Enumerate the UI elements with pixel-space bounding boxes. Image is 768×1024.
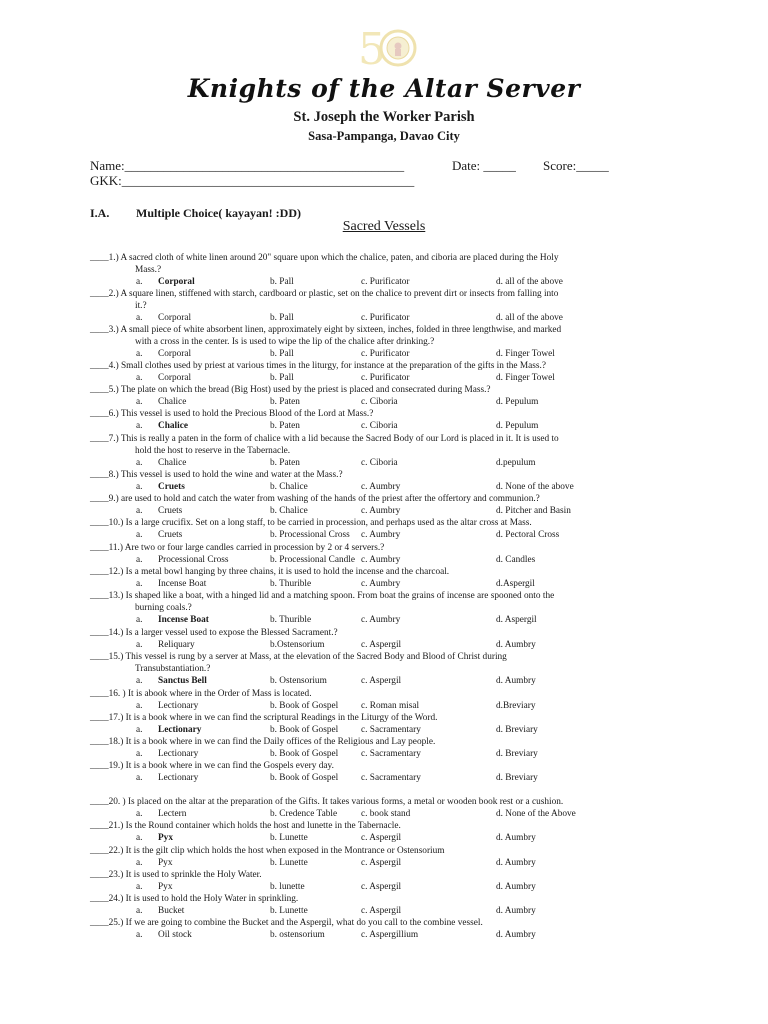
answer-option-c[interactable]: c. Ciboria xyxy=(361,397,398,407)
question-text xyxy=(90,590,675,614)
question-line: ____4.) Small clothes used by priest at various times in the liturgy, for instance at the preparation of the gifts in the Mass.? xyxy=(90,361,546,371)
answer-option-b[interactable]: b. Thurible xyxy=(270,579,312,589)
answer-option-d[interactable]: d. Aumbry xyxy=(496,676,536,686)
date-field: Date: _____ xyxy=(452,158,516,173)
answer-option-d[interactable]: d. Aspergil xyxy=(496,615,537,625)
question-line: ____12.) Is a metal bowl hanging by three chains, it is used to hold the incense and the charcoal. xyxy=(90,567,450,577)
option-letter-a: a. xyxy=(136,906,143,916)
answer-option-a[interactable]: Reliquary xyxy=(158,640,195,650)
answer-option-b[interactable]: b. Lunette xyxy=(270,906,308,916)
answer-option-c[interactable]: c. Roman misal xyxy=(361,701,420,711)
question-text xyxy=(90,736,675,748)
option-letter-a: a. xyxy=(136,277,143,287)
answer-option-d[interactable]: d. all of the above xyxy=(496,313,563,323)
question-line: ____3.) A small piece of white absorbent linen, approximately eight by sixteen, inches, folded in three lengthwise, and marked xyxy=(90,325,562,335)
answer-option-c[interactable]: c. Aspergil xyxy=(361,882,402,892)
answer-option-d[interactable]: d. Pepulum xyxy=(496,397,539,407)
question-text xyxy=(90,712,675,724)
answer-option-a[interactable]: Bucket xyxy=(158,906,185,916)
section-subtitle: Sacred Vessels xyxy=(342,219,426,234)
question-text xyxy=(90,252,675,276)
option-letter-a: a. xyxy=(136,458,143,468)
question-text xyxy=(90,566,675,578)
answer-option-b[interactable]: b. Chalice xyxy=(270,482,308,492)
option-letter-a: a. xyxy=(136,313,143,323)
question-text xyxy=(90,408,675,420)
question-text xyxy=(90,517,675,529)
answer-option-a[interactable]: Lectionary xyxy=(158,749,199,759)
answer-option-b[interactable]: b. ostensorium xyxy=(270,930,325,940)
option-letter-a: a. xyxy=(136,701,143,711)
answer-option-a[interactable]: Incense Boat xyxy=(158,615,209,625)
answer-option-b[interactable]: b. Pall xyxy=(270,373,294,383)
answer-option-d[interactable]: d. Finger Towel xyxy=(496,373,555,383)
question-line: ____20. ) Is placed on the altar at the preparation of the Gifts. It takes various forms, a metal or wooden book rest or a cushion. xyxy=(90,797,564,807)
answer-option-b[interactable]: b. Book of Gospel xyxy=(270,773,339,783)
answer-option-b[interactable]: b. Book of Gospel xyxy=(270,701,339,711)
answer-option-a[interactable]: Corporal xyxy=(158,373,192,383)
answer-option-c[interactable]: c. Aumbry xyxy=(361,506,401,516)
question-line: ____14.) Is a larger vessel used to expose the Blessed Sacrament.? xyxy=(90,628,338,638)
question-text xyxy=(90,845,675,857)
answer-option-a[interactable]: Pyx xyxy=(158,858,173,868)
answer-option-b[interactable]: b. Thurible xyxy=(270,615,312,625)
option-letter-a: a. xyxy=(136,640,143,650)
answer-option-d[interactable]: d.Breviary xyxy=(496,701,536,711)
answer-option-b[interactable]: b. Processional Cross xyxy=(270,530,350,540)
question-line: ____16. ) It is abook where in the Order of Mass is located. xyxy=(90,689,312,699)
page-title: Knights of the Altar Server xyxy=(187,74,581,103)
answer-option-d[interactable]: d. Aumbry xyxy=(496,833,536,843)
question-line-continued: with a cross in the center. Is is used to wipe the lip of the chalice after drinking.? xyxy=(135,337,435,347)
answer-option-a[interactable]: Cruets xyxy=(158,506,183,516)
answer-option-c[interactable]: c. Aumbry xyxy=(361,615,401,625)
option-letter-a: a. xyxy=(136,530,143,540)
answer-option-c[interactable]: c. Ciboria xyxy=(361,421,398,431)
answer-option-c[interactable]: c. Aspergil xyxy=(361,833,402,843)
answer-option-c[interactable]: c. Aspergillium xyxy=(361,930,419,940)
question-line: ____23.) It is used to sprinkle the Holy Water. xyxy=(90,870,262,880)
question-text xyxy=(90,493,675,505)
option-letter-a: a. xyxy=(136,506,143,516)
answer-option-b[interactable]: b. Processional Candle xyxy=(270,555,355,565)
question-text xyxy=(90,288,675,312)
answer-option-b[interactable]: b. Pall xyxy=(270,349,294,359)
question-line-continued: hold the host to reserve in the Tabernacle. xyxy=(135,446,291,456)
answer-option-b[interactable]: b. Paten xyxy=(270,458,300,468)
option-letter-a: a. xyxy=(136,579,143,589)
answer-option-b[interactable]: b. Ostensorium xyxy=(270,676,327,686)
answer-option-d[interactable]: d. Aumbry xyxy=(496,858,536,868)
question-line: ____25.) If we are going to combine the Bucket and the Aspergil, what do you call to the combine vessel. xyxy=(90,918,483,928)
question-text xyxy=(90,917,675,929)
answer-option-a[interactable]: Cruets xyxy=(158,530,183,540)
answer-option-a[interactable]: Lectern xyxy=(158,809,187,819)
answer-option-b[interactable]: b.Ostensorium xyxy=(270,640,325,650)
question-line: ____2.) A square linen, stiffened with starch, cardboard or plastic, set on the chalice to prevent dirt or insects from falling into xyxy=(90,289,559,299)
answer-option-b[interactable]: b. Book of Gospel xyxy=(270,749,339,759)
option-letter-a: a. xyxy=(136,882,143,892)
answer-option-a[interactable]: Lectionary xyxy=(158,701,199,711)
answer-option-d[interactable]: d. Breviary xyxy=(496,773,538,783)
question-line: ____10.) Is a large crucifix. Set on a long staff, to be carried in procession, and perhaps used as the altar cross at Mass. xyxy=(90,518,532,528)
answer-option-a[interactable]: Corporal xyxy=(158,313,192,323)
answer-option-c[interactable]: c. Purificator xyxy=(361,313,410,323)
option-letter-a: a. xyxy=(136,421,143,431)
section-number: I.A. xyxy=(90,206,110,220)
answer-option-c[interactable]: c. book stand xyxy=(361,809,411,819)
answer-option-c[interactable]: c. Purificator xyxy=(361,373,410,383)
option-letter-a: a. xyxy=(136,373,143,383)
question-text xyxy=(90,360,675,372)
question-line-continued: Mass.? xyxy=(135,265,162,275)
question-text xyxy=(90,433,675,457)
answer-option-c[interactable]: c. Aspergil xyxy=(361,640,402,650)
answer-option-d[interactable]: d. all of the above xyxy=(496,277,563,287)
parish-name: St. Joseph the Worker Parish xyxy=(293,109,475,125)
answer-option-a[interactable]: Lectionary xyxy=(158,773,199,783)
score-field: Score:_____ xyxy=(543,158,609,173)
answer-option-b[interactable]: b. Lunette xyxy=(270,833,308,843)
answer-option-d[interactable]: d. Breviary xyxy=(496,749,538,759)
question-line: ____17.) It is a book where in we can find the scriptural Readings in the Liturgy of the Word. xyxy=(90,713,438,723)
question-line: ____19.) It is a book where in we can find the Gospels every day. xyxy=(90,761,334,771)
parish-logo xyxy=(352,20,424,76)
question-line: ____21.) Is the Round container which holds the host and lunette in the Tabernacle. xyxy=(90,821,401,831)
answer-option-c[interactable]: c. Aspergil xyxy=(361,676,402,686)
answer-option-c[interactable]: c. Sacramentary xyxy=(361,749,421,759)
question-text xyxy=(90,760,675,772)
answer-option-a[interactable]: Chalice xyxy=(158,458,187,468)
answer-option-b[interactable]: b. Book of Gospel xyxy=(270,725,339,735)
answer-option-d[interactable]: d. Pitcher and Basin xyxy=(496,506,571,516)
answer-option-c[interactable]: c. Purificator xyxy=(361,349,410,359)
answer-option-c[interactable]: c. Aumbry xyxy=(361,482,401,492)
question-line: ____9.) are used to hold and catch the water from washing of the hands of the priest after the offertory and communion.? xyxy=(90,494,540,504)
answer-option-a[interactable]: Oil stock xyxy=(158,930,192,940)
answer-option-c[interactable]: c. Purificator xyxy=(361,277,410,287)
question-line: ____8.) This vessel is used to hold the wine and water at the Mass.? xyxy=(90,470,343,480)
answer-option-d[interactable]: d. Aumbry xyxy=(496,882,536,892)
answer-option-a[interactable]: Sanctus Bell xyxy=(158,676,207,686)
answer-option-a[interactable]: Pyx xyxy=(158,882,173,892)
answer-option-c[interactable]: c. Aumbry xyxy=(361,579,401,589)
question-line: ____24.) It is used to hold the Holy Water in sprinkling. xyxy=(90,894,299,904)
answer-option-d[interactable]: d. Breviary xyxy=(496,725,538,735)
option-letter-a: a. xyxy=(136,809,143,819)
question-text xyxy=(90,384,675,396)
option-letter-a: a. xyxy=(136,773,143,783)
option-letter-a: a. xyxy=(136,615,143,625)
answer-option-c[interactable]: c. Aspergil xyxy=(361,906,402,916)
option-letter-a: a. xyxy=(136,397,143,407)
option-letter-a: a. xyxy=(136,482,143,492)
question-line: ____11.) Are two or four large candles carried in procession by 2 or 4 servers.? xyxy=(90,543,385,553)
answer-option-d[interactable]: d. Pectoral Cross xyxy=(496,530,560,540)
question-text xyxy=(90,893,675,905)
question-line-continued: Transubstantiation.? xyxy=(135,664,211,674)
answer-option-b[interactable]: b. Paten xyxy=(270,421,300,431)
option-letter-a: a. xyxy=(136,676,143,686)
answer-option-c[interactable]: c. Aumbry xyxy=(361,530,401,540)
option-letter-a: a. xyxy=(136,749,143,759)
answer-option-b[interactable]: b. Lunette xyxy=(270,858,308,868)
answer-option-d[interactable]: d. Candles xyxy=(496,555,536,565)
question-text xyxy=(90,796,675,808)
question-line-continued: it.? xyxy=(135,301,147,311)
answer-option-b[interactable]: b. Chalice xyxy=(270,506,308,516)
answer-option-a[interactable]: Chalice xyxy=(158,397,187,407)
question-text xyxy=(90,869,675,881)
question-text xyxy=(90,324,675,348)
answer-option-a[interactable]: Chalice xyxy=(158,421,188,431)
question-text xyxy=(90,542,675,554)
parish-location: Sasa-Pampanga, Davao City xyxy=(308,129,460,143)
answer-option-d[interactable]: d. Aumbry xyxy=(496,640,536,650)
answer-option-c[interactable]: c. Sacramentary xyxy=(361,773,421,783)
answer-option-c[interactable]: c. Aspergil xyxy=(361,858,402,868)
answer-option-a[interactable]: Lectionary xyxy=(158,725,202,735)
option-letter-a: a. xyxy=(136,930,143,940)
question-line: ____22.) It is the gilt clip which holds the host when exposed in the Montrance or Ostensorium xyxy=(90,846,445,856)
svg-text:5: 5 xyxy=(358,24,386,75)
option-letter-a: a. xyxy=(136,349,143,359)
answer-option-b[interactable]: b. Paten xyxy=(270,397,300,407)
question-line: ____5.) The plate on which the bread (Big Host) used by the priest is placed and consecrated during Mass.? xyxy=(90,385,491,395)
answer-option-b[interactable]: b. lunette xyxy=(270,882,305,892)
question-line: ____6.) This vessel is used to hold the Precious Blood of the Lord at Mass.? xyxy=(90,409,374,419)
answer-option-d[interactable]: d.pepulum xyxy=(496,458,536,468)
question-line: ____18.) It is a book where in we can find the Daily offices of the Religious and Lay people. xyxy=(90,737,436,747)
question-line: ____1.) A sacred cloth of white linen around 20" square upon which the chalice, paten, and ciboria are placed during the Holy xyxy=(90,253,559,263)
answer-option-d[interactable]: d. Pepulum xyxy=(496,421,539,431)
option-letter-a: a. xyxy=(136,833,143,843)
answer-option-c[interactable]: c. Ciboria xyxy=(361,458,398,468)
gkk-field: GKK:_____________________________________________ xyxy=(90,173,415,188)
question-text xyxy=(90,627,675,639)
question-text xyxy=(90,820,675,832)
answer-option-c[interactable]: c. Aumbry xyxy=(361,555,401,565)
answer-option-a[interactable]: Pyx xyxy=(158,833,173,843)
answer-option-d[interactable]: d. None of the Above xyxy=(496,809,576,819)
answer-option-d[interactable]: d. None of the above xyxy=(496,482,574,492)
answer-option-a[interactable]: Incense Boat xyxy=(158,579,207,589)
question-line: ____7.) This is really a paten in the form of chalice with a lid because the Sacred Body of our Lord is placed in it. It is used to xyxy=(90,434,559,444)
answer-option-d[interactable]: d.Aspergil xyxy=(496,579,535,589)
question-line: ____15.) This vessel is rung by a server at Mass, at the elevation of the Sacred Body and Blood of Christ during xyxy=(90,652,507,662)
question-line-continued: burning coals.? xyxy=(135,603,192,613)
question-text xyxy=(90,688,675,700)
question-text xyxy=(90,651,675,675)
answer-option-d[interactable]: d. Aumbry xyxy=(496,930,536,940)
answer-option-b[interactable]: b. Pall xyxy=(270,313,294,323)
question-line: ____13.) Is shaped like a boat, with a hinged lid and a matching spoon. From boat the grains of incense are spooned onto the xyxy=(90,591,555,601)
option-letter-a: a. xyxy=(136,555,143,565)
option-letter-a: a. xyxy=(136,858,143,868)
answer-option-a[interactable]: Corporal xyxy=(158,277,195,287)
name-field: Name:___________________________________________ xyxy=(90,158,405,173)
answer-option-a[interactable]: Cruets xyxy=(158,482,185,492)
option-letter-a: a. xyxy=(136,725,143,735)
section-title: Multiple Choice( kayayan! :DD) xyxy=(136,206,301,220)
answer-option-a[interactable]: Processional Cross xyxy=(158,555,229,565)
question-text xyxy=(90,469,675,481)
answer-option-d[interactable]: d. Finger Towel xyxy=(496,349,555,359)
answer-option-b[interactable]: b. Credence Table xyxy=(270,809,338,819)
answer-option-d[interactable]: d. Aumbry xyxy=(496,906,536,916)
answer-option-a[interactable]: Corporal xyxy=(158,349,192,359)
answer-option-c[interactable]: c. Sacramentary xyxy=(361,725,421,735)
answer-option-b[interactable]: b. Pall xyxy=(270,277,294,287)
